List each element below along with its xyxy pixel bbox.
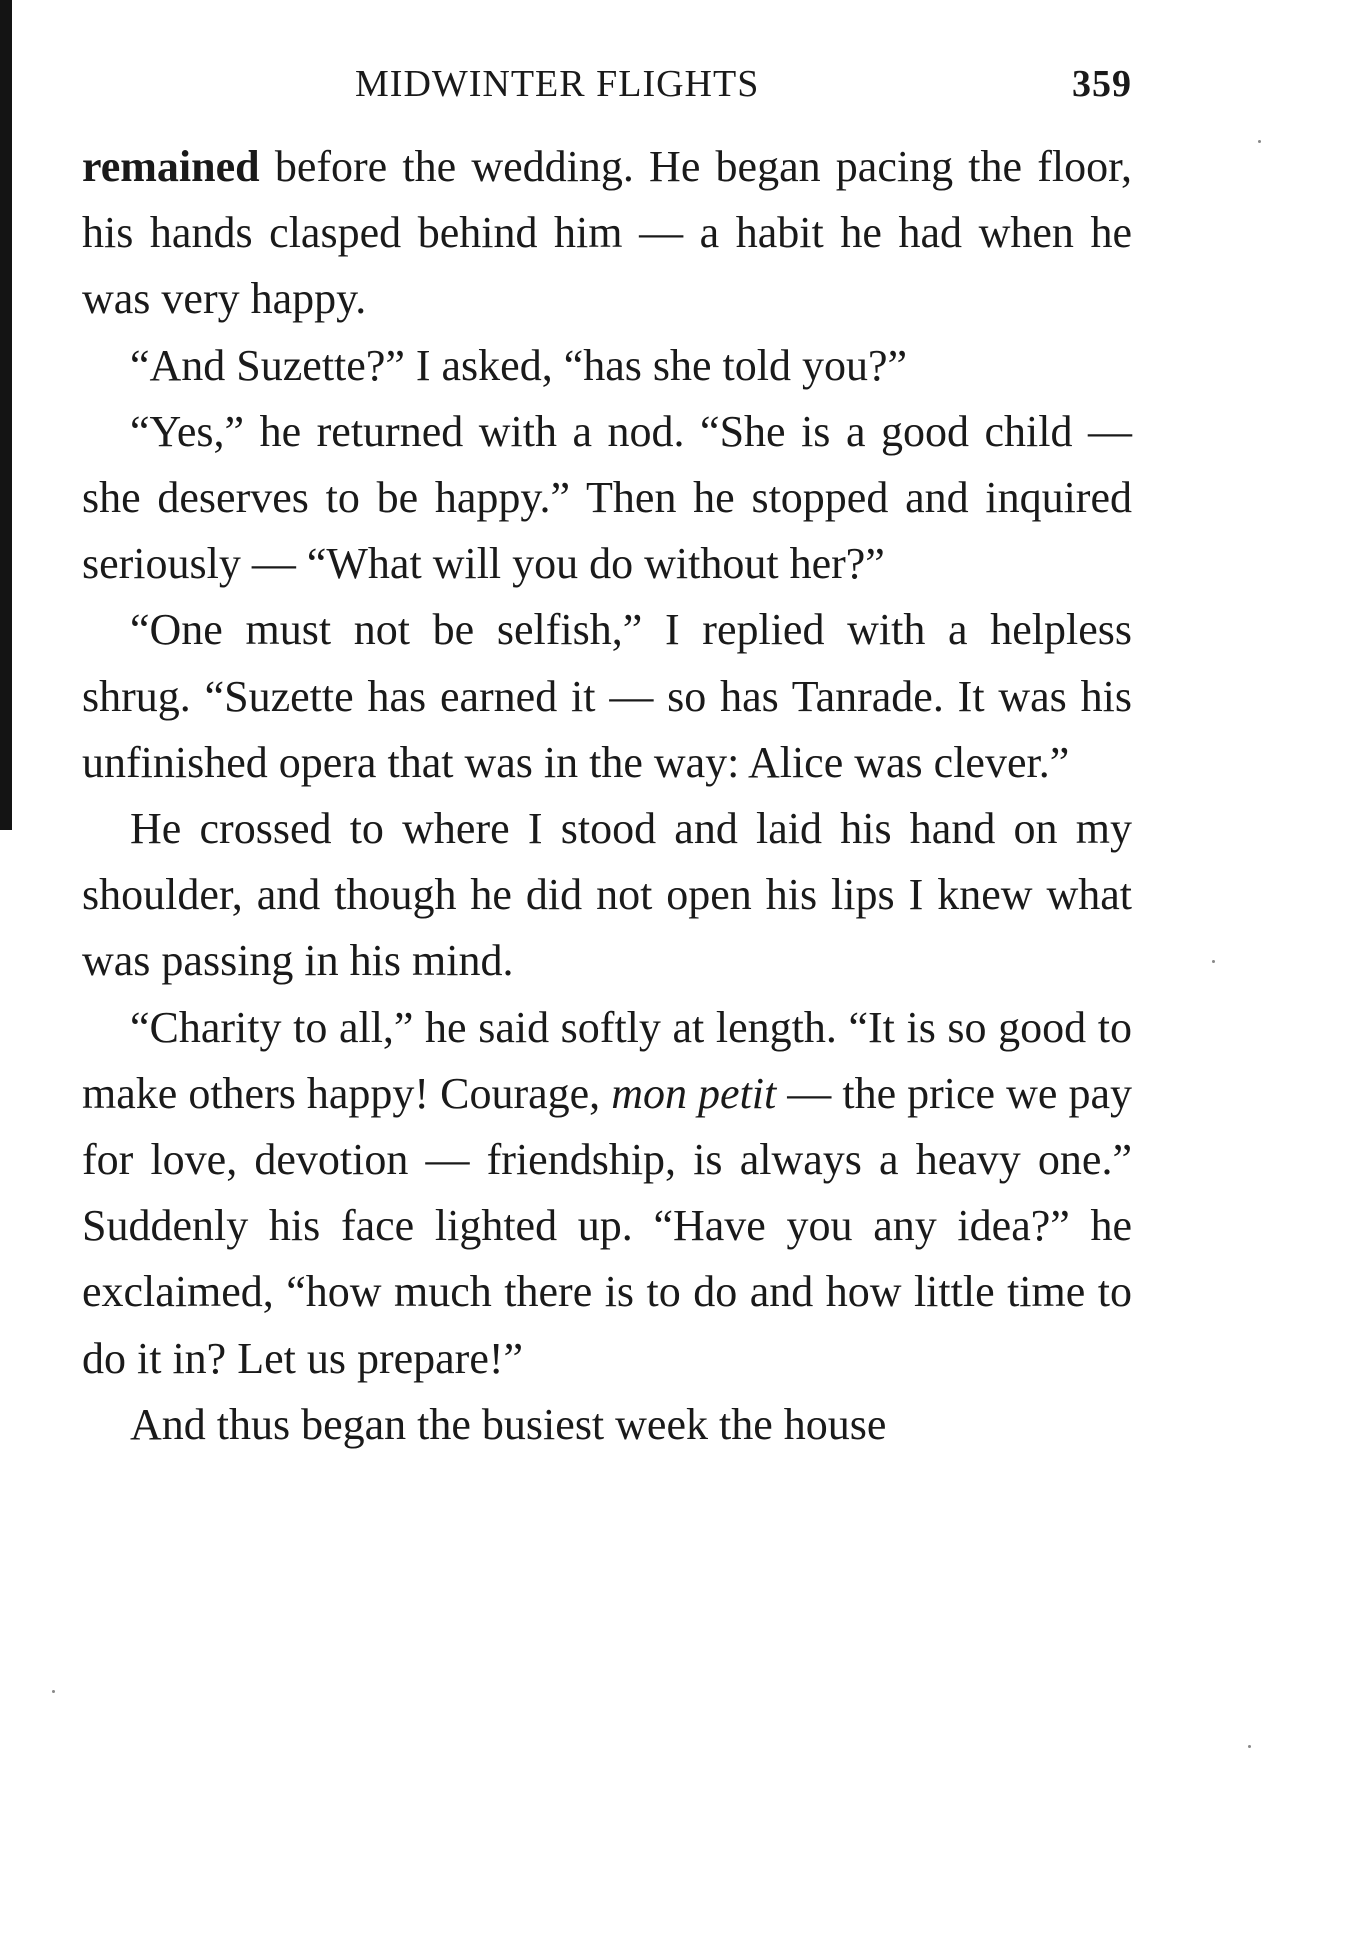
paragraph-1-text: before the wedding. He began pacing the floor, his hands clasped behind him — a habit he had when he was very happy. [82, 142, 1132, 324]
paper-speck [52, 1690, 55, 1693]
running-head [82, 62, 1132, 118]
paragraph-6-italic-phrase: mon petit [611, 1068, 777, 1118]
paragraph-6 [82, 995, 1132, 1392]
book-page [82, 0, 1132, 1956]
body-text [82, 134, 1132, 1458]
paragraph-4: “One must not be selfish,” I replied with a helpless shrug. “Suzette has earned it — so has Tanrade. It was his unfinished opera that was in the way: Alice was clever.” [82, 605, 1132, 787]
page-edge-rule [0, 0, 12, 830]
paragraph-7: And thus began the busiest week the house [130, 1399, 887, 1449]
paragraph-1 [82, 134, 1132, 333]
paper-speck [1248, 1745, 1251, 1748]
paragraph-3: “Yes,” he returned with a nod. “She is a good child — she deserves to be happy.” Then he stopped and inquired seriously — “What will you do without her?” [82, 406, 1132, 589]
paragraph-1-lead-word: remained [82, 142, 260, 191]
paragraph-6-text-after: — the price we pay for love, devotion — friendship, is always a heavy one.” Suddenly his face lighted up. “Have you any idea?” he exclaimed, “how much there is to do and how little time to do it in? Let us prepare!” [82, 1068, 1133, 1383]
paragraph-2: “And Suzette?” I asked, “has she told you?” [130, 340, 908, 390]
paper-speck [1258, 140, 1261, 143]
running-title: MIDWINTER FLIGHTS [355, 63, 760, 105]
paragraph-6-text-before: “Charity to all,” he said softly at length. “It is so good to make others happy! Courage, [82, 1002, 1132, 1118]
page-number: 359 [1072, 63, 1132, 105]
paper-speck [1212, 960, 1215, 963]
paragraph-5: He crossed to where I stood and laid his hand on my shoulder, and though he did not open his lips I knew what was passing in his mind. [82, 804, 1132, 986]
